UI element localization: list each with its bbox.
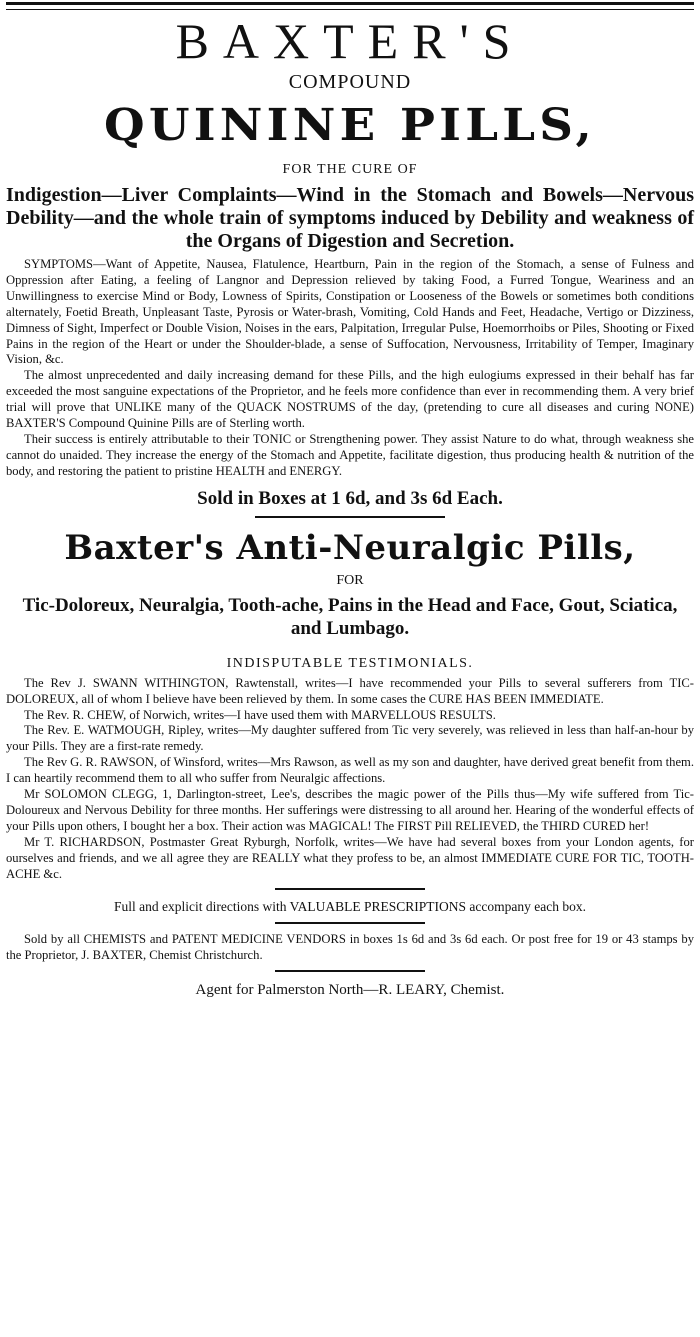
footer-divider-2 [275,922,425,924]
body-text [6,257,694,480]
product-heading: QUININE PILLS, [103,100,597,151]
testimonial: The Rev G. R. RAWSON, of Winsford, writes—Mrs Rawson, as well as my son and daughter, have derived great benefit from them. I can heartily recommend them to all who suffer from Neuralgic affections. [6,755,694,786]
demand-paragraph: The almost unprecedented and daily increasing demand for these Pills, and the high eulogiums expressed in their behalf has far exceeded the most sanguine expectations of the Proprietor, and he feels more confidence than ever in recommending them. A very brief trial will prove that UNLIKE many of the QUACK NOSTRUMS of the day, (pretending to cure all diseases and curing NONE) BAXTER'S Compound Quinine Pills are of Sterling worth. [6,368,694,431]
sold-by-paragraph: Sold by all CHEMISTS and PATENT MEDICINE VENDORS in boxes 1s 6d and 3s 6d each. Or post free for 19 or 43 stamps by the Proprietor, J. BAXTER, Chemist Christchurch. [6,932,694,963]
compound-subheading: COMPOUND [288,71,412,93]
testimonial: Mr SOLOMON CLEGG, 1, Darlington-street, Lee's, describes the magic power of the Pills thus—My wife suffered from Tic-Doloureux and Nervous Debility for three months. Her sufferings were distressing to all around her. Hearing of the wonderful effects of your Pills upon others, I bought her a box. Their action was MAGICAL! The FIRST Pill RELIEVED, the THIRD CURED her! [6,787,694,833]
sold-by-text [6,932,694,964]
footer-divider [275,888,425,890]
symptoms-paragraph: SYMPTOMS—Want of Appetite, Nausea, Flatulence, Heartburn, Pain in the region of the Stomach, a sense of Fulness and Oppression after Eating, a feeling of Langnor and Depression relieved by taking Food, a Furred Tongue, Weariness and an Unwillingness to exercise Mind or Body, Lowness of Spirits, Constipation or Looseness of the Bowels or sometimes both conditions alternately, Foetid Breath, Unpleasant Taste, Pyrosis or Water-brash, Vomiting, Cold Hands and Feet, Headache, Vertigo or Dizziness, Dimness of Sight, Imperfect or Double Vision, Noises in the ears, Palpitation, Irregular Pulse, Hoemorrhoibs or Piles, Shooting or Fixed Pains in the region of the Heart or under the Shoulder-blade, a sense of Suffocation, Nervousness, Irritability of Temper, Imaginary Vision, &c. [6,257,694,367]
testimonial: The Rev J. SWANN WITHINGTON, Rawtenstall, writes—I have recommended your Pills to several sufferers from TIC-DOLOREUX, all of whom I believe have been relieved by them. In some cases the CURE HAS BEEN IMMEDIATE. [6,675,694,706]
anti-neuralgic-heading: Baxter's Anti-Neuralgic Pills, [64,527,636,568]
ailments-list: Indigestion—Liver Complaints—Wind in the Stomach and Bowels—Nervous Debility—and the whole train of symptoms induced by Debility and weakness of the Organs of Digestion and Secretion. [6,184,694,252]
neuralgia-ailments: Tic-Doloreux, Neuralgia, Tooth-ache, Pains in the Head and Face, Gout, Sciatica, and Lumbago. [22,594,678,639]
for-cure-label: FOR THE CURE OF [282,162,418,177]
advertisement [6,12,694,1000]
directions-line: Full and explicit directions with VALUABLE PRESCRIPTIONS accompany each box. [114,899,586,915]
brand-heading: BAXTER'S [175,13,525,69]
top-rule [6,2,694,10]
testimonial: The Rev. R. CHEW, of Norwich, writes—I have used them with MARVELLOUS RESULTS. [24,707,496,722]
for-label: FOR [336,572,364,588]
testimonial: Mr T. RICHARDSON, Postmaster Great Ryburgh, Norfolk, writes—We have had several boxes from your London agents, for ourselves and friends, and we all agree they are REALLY what they profess to be, an almost IMMEDIATE CURE FOR TIC, TOOTH-ACHE &c. [6,834,694,881]
agent-line: Agent for Palmerston North—R. LEARY, Chemist. [195,982,505,999]
success-paragraph: Their success is entirely attributable to their TONIC or Strengthening power. They assist Nature to do what, through weakness she cannot do unaided. They increase the energy of the Stomach and Appetite, facilitate digestion, thus producing health & nutrition of the body, and restoring the patient to pristine HEALTH and ENERGY. [6,431,694,478]
testimonials-list [6,676,694,883]
price-line: Sold in Boxes at 1 6d, and 3s 6d Each. [197,487,503,509]
testimonial: The Rev. E. WATMOUGH, Ripley, writes—My daughter suffered from Tic very severely, was relieved in less than half-an-hour by your Pills. They are a first-rate remedy. [6,723,694,754]
footer-divider-3 [275,970,425,972]
section-divider [255,516,445,518]
testimonials-heading: INDISPUTABLE TESTIMONIALS. [226,655,474,671]
